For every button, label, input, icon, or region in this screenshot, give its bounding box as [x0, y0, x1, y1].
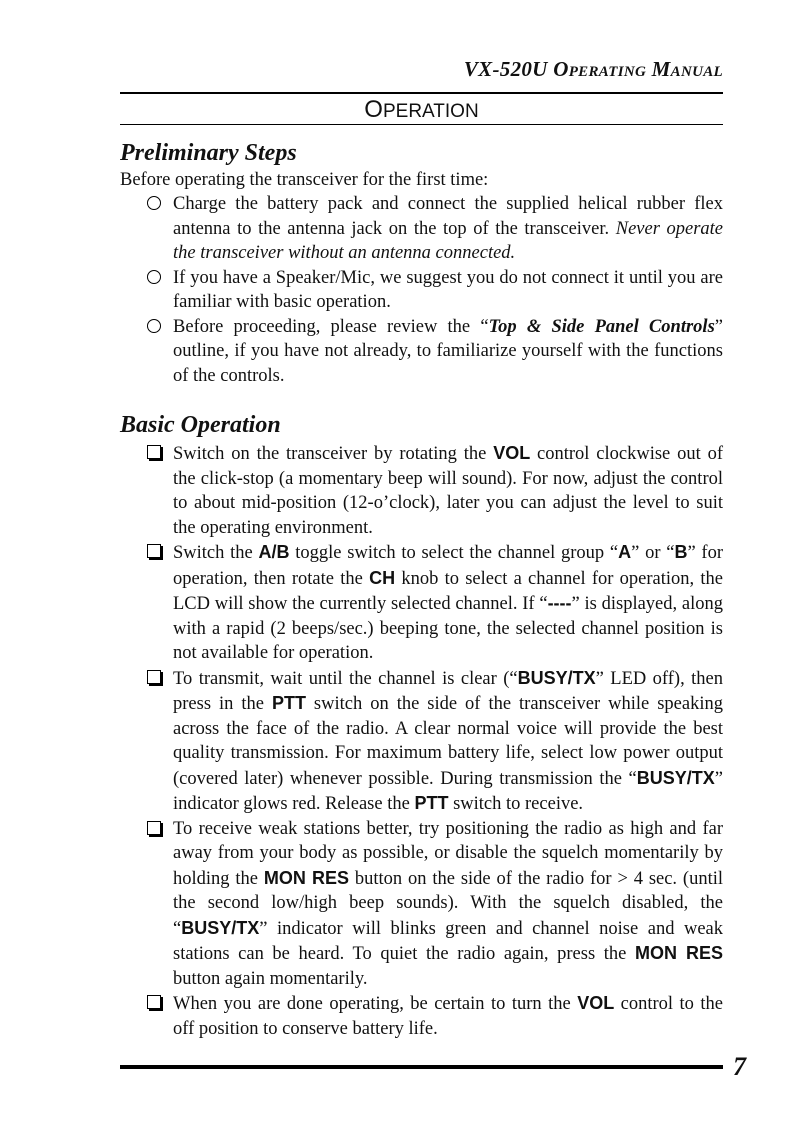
list-item: Switch the A/B toggle switch to select the channel group “A” or “B” for operation, then rotate the CH knob to select a channel for operation, the LCD will show the currently selected channel. If “----” is displayed, along with a rapid (2 beeps/sec.) beeping tone, the selected channel position is not available for operation. — [120, 540, 723, 666]
circle-bullet-icon — [147, 270, 161, 284]
running-header — [120, 57, 723, 82]
checkbox-bullet-icon — [147, 445, 161, 459]
section-rule — [120, 124, 723, 125]
header-model: VX-520U — [463, 57, 548, 81]
page-number: 7 — [733, 1052, 746, 1081]
basic-operation-list — [120, 441, 723, 1041]
checkbox-bullet-icon — [147, 821, 161, 835]
list-item: Switch on the transceiver by rotating the VOL control clockwise out of the click-stop (a momentary beep will sound). For now, adjust the control to about mid-position (12-o’clock), later you can adjust the level to suit the operating environment. — [120, 441, 723, 540]
heading-basic-operation: Basic Operation — [120, 412, 281, 438]
footer-rule — [120, 1065, 723, 1069]
checkbox-bullet-icon — [147, 670, 161, 684]
circle-bullet-icon — [147, 319, 161, 333]
preliminary-list — [120, 192, 723, 388]
checkbox-bullet-icon — [147, 995, 161, 1009]
circle-bullet-icon — [147, 196, 161, 210]
list-item: Charge the battery pack and connect the supplied helical rubber flex antenna to the antenna jack on the top of the transceiver. Never operate the transceiver without an antenna connected. — [120, 192, 723, 266]
section-title: OPERATION — [364, 96, 479, 123]
list-item: When you are done operating, be certain to turn the VOL control to the off position to conserve battery life. — [120, 991, 723, 1041]
header-operating: OPERATING — [553, 57, 647, 81]
header-manual: MANUAL — [651, 57, 723, 81]
heading-preliminary-steps: Preliminary Steps — [120, 140, 297, 166]
list-item: If you have a Speaker/Mic, we suggest you do not connect it until you are familiar with basic operation. — [120, 266, 723, 315]
list-item: To receive weak stations better, try positioning the radio as high and far away from your body as possible, or disable the squelch momentarily by holding the MON RES button on the side of the radio for > 4 sec. (until the second low/high beep sounds). With the squelch disabled, the “BUSY/TX” indicator will blinks green and channel noise and weak stations can be heard. To quiet the radio again, press the MON RES button again momentarily. — [120, 817, 723, 992]
preliminary-intro: Before operating the transceiver for the first time: — [120, 170, 489, 190]
list-item: To transmit, wait until the channel is clear (“BUSY/TX” LED off), then press in the PTT switch on the side of the transceiver while speaking across the face of the radio. A clear normal voice will provide the best quality transmission. For maximum battery life, select low power output (covered later) whenever possible. During transmission the “BUSY/TX” indicator glows red. Release the PTT switch to receive. — [120, 666, 723, 817]
header-rule — [120, 92, 723, 94]
list-item: Before proceeding, please review the “Top & Side Panel Controls” outline, if you have not already, to familiarize yourself with the functions of the controls. — [120, 315, 723, 389]
checkbox-bullet-icon — [147, 544, 161, 558]
